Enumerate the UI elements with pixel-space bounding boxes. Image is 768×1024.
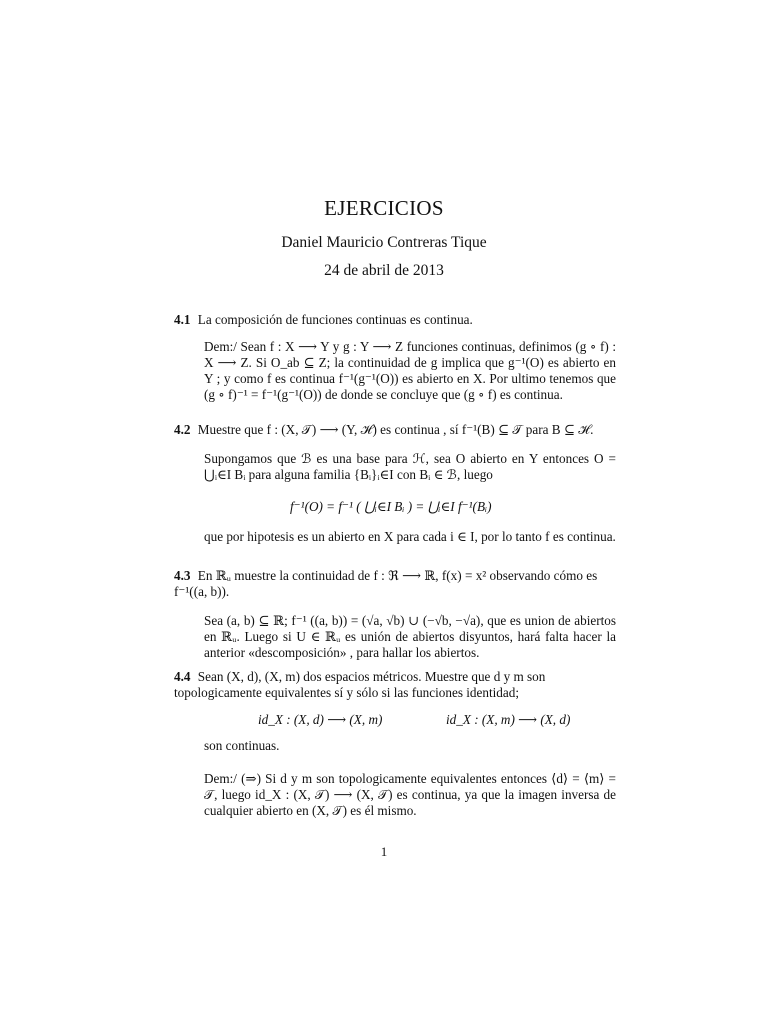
exercise-4-4-proof: Dem:/ (⇒) Si d y m son topologicamente equivalentes entonces ⟨d⟩ = ⟨m⟩ = 𝒯, luego id_X : (X, 𝒯) ⟶ (X, 𝒯) es continua, ya que la imagen inversa de cualquier abierto en (X, 𝒯) es él mismo. (204, 771, 616, 818)
exercise-4-2-equation: f⁻¹(O) = f⁻¹ ( ⋃ᵢ∈I Bᵢ ) = ⋃ᵢ∈I f⁻¹(Bᵢ) (290, 499, 492, 514)
exercise-4-4-equation-right: id_X : (X, m) ⟶ (X, d) (446, 712, 571, 727)
exercise-4-1-proof: Dem:/ Sean f : X ⟶ Y y g : Y ⟶ Z funciones continuas, definimos (g ∘ f) : X ⟶ Z. Si O_ab ⊆ Z; la continuidad de g implica que g⁻¹(O) es abierto en Y ; y como f es continua f⁻¹(g⁻¹(O)) es abierto en X. Por ultimo tenemos que (g ∘ f)⁻¹ = f⁻¹(g⁻¹(O)) de donde se concluye que (g ∘ f) es continua. (204, 339, 616, 402)
exercise-4-1-statement (174, 312, 616, 328)
exercise-statement: En ℝᵤ muestre la continuidad de f : ℜ ⟶ ℝ, f(x) = x² observando cómo es f⁻¹((a, b)). (174, 568, 598, 599)
exercise-statement: La composición de funciones continuas es continua. (197, 312, 473, 327)
exercise-statement: Sean (X, d), (X, m) dos espacios métricos. Muestre que d y m son topologicamente equivalentes sí y sólo si las funciones identidad; (174, 669, 546, 700)
exercise-4-4-middle-text: son continuas. (204, 738, 280, 753)
exercise-4-2-conclusion: que por hipotesis es un abierto en X para cada i ∈ I, por lo tanto f es continua. (204, 529, 616, 544)
exercise-4-3-proof: Sea (a, b) ⊆ ℝ; f⁻¹ ((a, b)) = (√a, √b) ∪ (−√b, −√a), que es union de abiertos en ℝᵤ. Luego si U ∈ ℝᵤ es unión de abiertos disyuntos, hará falta hacer la anterior «descomposición» , para hallar los abiertos. (204, 613, 616, 660)
exercise-4-4-statement (174, 669, 616, 701)
exercise-number: 4.1 (174, 312, 191, 327)
document-title: EJERCICIOS (324, 196, 444, 220)
exercise-4-4-equation-left: id_X : (X, d) ⟶ (X, m) (258, 712, 383, 727)
exercise-statement: Muestre que f : (X, 𝒯) ⟶ (Y, ℋ) es continua , sí f⁻¹(B) ⊆ 𝒯 para B ⊆ ℋ. (197, 422, 594, 437)
author-name: Daniel Mauricio Contreras Tique (281, 234, 487, 251)
exercise-number: 4.2 (174, 422, 191, 437)
exercise-4-3-statement (174, 568, 616, 600)
exercise-4-2-statement (174, 422, 616, 438)
document-date: 24 de abril de 2013 (324, 262, 444, 279)
page-number: 1 (380, 844, 388, 859)
exercise-number: 4.4 (174, 669, 191, 684)
exercise-4-2-proof: Supongamos que ℬ es una base para ℋ, sea O abierto en Y entonces O = ⋃ᵢ∈I Bᵢ para alguna familia {Bᵢ}ᵢ∈I con Bᵢ ∈ ℬ, luego (204, 451, 616, 482)
exercise-number: 4.3 (174, 568, 191, 583)
